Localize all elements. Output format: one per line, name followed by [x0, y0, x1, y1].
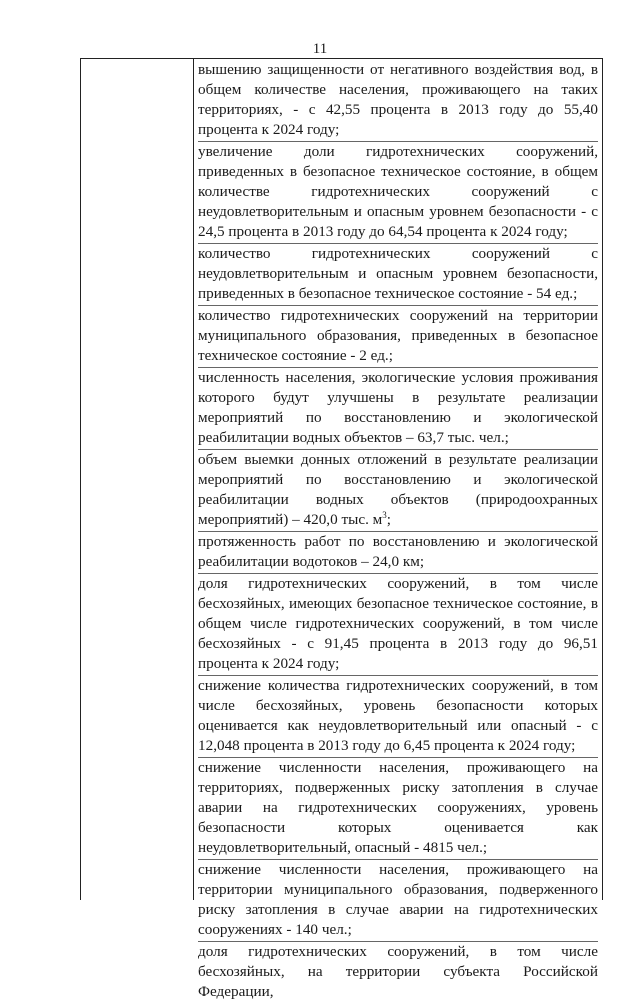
document-table — [80, 58, 603, 1000]
superscript-cubic: 3 — [382, 509, 387, 520]
table-right-cell — [198, 60, 598, 1000]
indicator-paragraph — [198, 450, 598, 532]
superscript-suffix: ; — [386, 511, 392, 528]
indicator-paragraph: количество гидротехнических сооружений с неудовлетворительным и опасным уровнем безопасности, приведенных в безопасное техническое состояние - 54 ед.; — [198, 244, 598, 306]
indicator-paragraph: количество гидротехнических сооружений на территории муниципального образования, приведенных в безопасное техническое состояние - 2 ед.; — [198, 306, 598, 368]
indicator-paragraph: доля гидротехнических сооружений, в том числе бесхозяйных, имеющих безопасное техническое состояние, в общем числе гидротехнических сооружений, в том числе бесхозяйных - с 91,45 процента в 2013 году до 96,51 процента к 2024 году; — [198, 574, 598, 676]
indicator-text: объем выемки донных отложений в результате реализации мероприятий по восстановлению и экологической реабилитации водных объектов (природоохранных мероприятий) – 420,0 тыс. м — [198, 451, 598, 528]
indicator-paragraph: снижение количества гидротехнических сооружений, в том числе бесхозяйных, уровень безопасности которых оценивается как неудовлетворительный или опасный - с 12,048 процента в 2013 году до 6,45 процента к 2024 году; — [198, 676, 598, 758]
indicator-paragraph: доля гидротехнических сооружений, в том числе бесхозяйных, на территории субъекта Российской Федерации, — [198, 943, 598, 1000]
table-left-cell — [81, 59, 194, 900]
indicator-paragraph: вышению защищенности от негативного воздействия вод, в общем количестве населения, проживающего на таких территориях, - с 42,55 процента в 2013 году до 55,40 процента к 2024 году; — [198, 60, 598, 142]
indicator-paragraph: численность населения, экологические условия проживания которого будут улучшены в результате реализации мероприятий по восстановлению и экологической реабилитации водных объектов – 63,7 тыс. чел.; — [198, 368, 598, 450]
indicator-paragraph: протяженность работ по восстановлению и экологической реабилитации водотоков – 24,0 км; — [198, 532, 598, 574]
page-number: 11 — [312, 41, 328, 57]
indicator-paragraph: снижение численности населения, проживающего на территории муниципального образования, подверженного риску затопления в случае аварии на гидротехнических сооружениях - 140 чел.; — [198, 860, 598, 942]
indicator-paragraph: снижение численности населения, проживающего на территориях, подверженных риску затопления в случае аварии на гидротехнических сооружениях, уровень безопасности которых оценивается как неудовлетворительный, опасный - 4815 чел.; — [198, 758, 598, 860]
indicator-paragraph: увеличение доли гидротехнических сооружений, приведенных в безопасное техническое состояние, в общем количестве гидротехнических сооружений с неудовлетворительным и опасным уровнем безопасности - с 24,5 процента в 2013 году до 64,54 процента к 2024 году; — [198, 142, 598, 244]
